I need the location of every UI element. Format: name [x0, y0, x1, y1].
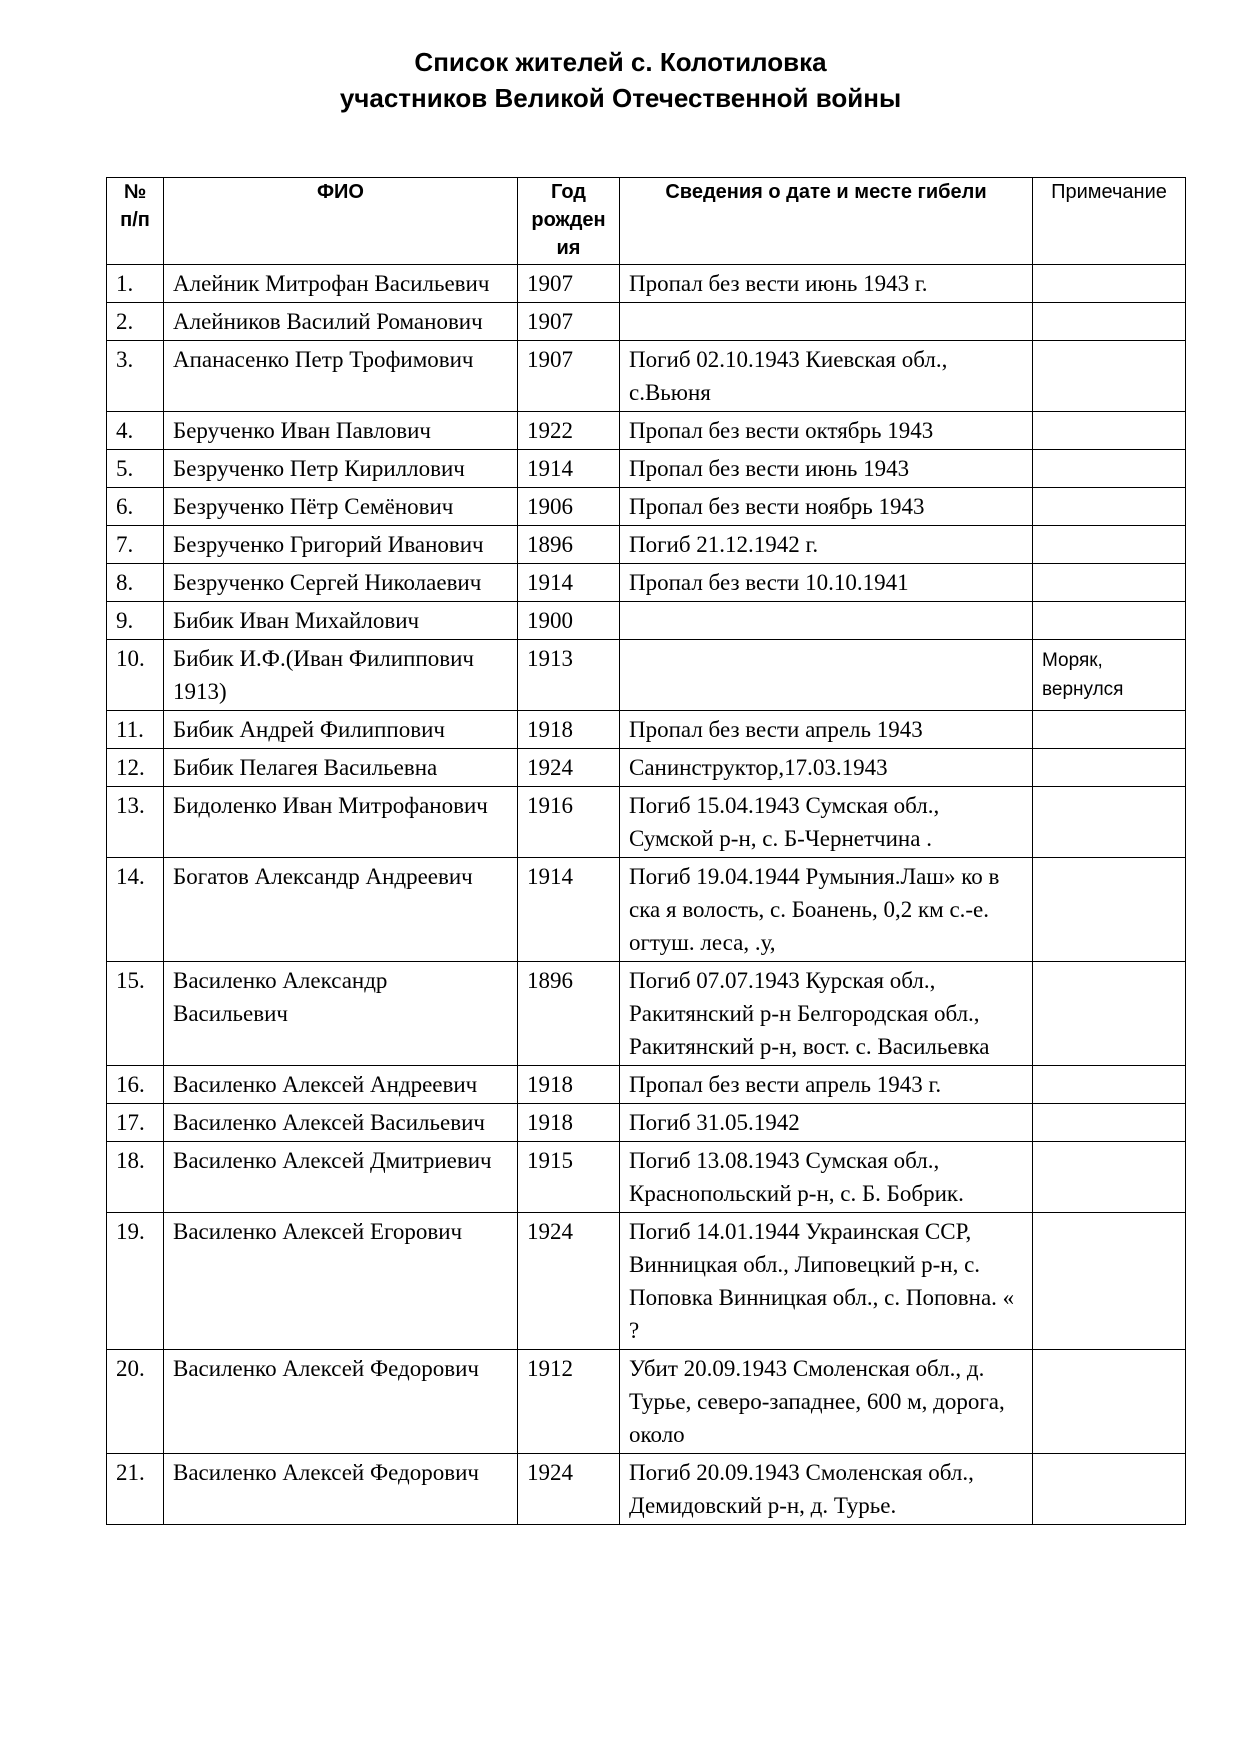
cell-info: Пропал без вести ноябрь 1943	[620, 488, 1033, 526]
cell-note	[1033, 341, 1186, 412]
cell-year: 1918	[518, 711, 620, 749]
cell-name: Василенко Алексей Егорович	[164, 1213, 518, 1350]
cell-name: Безрученко Сергей Николаевич	[164, 564, 518, 602]
cell-name: Алейников Василий Романович	[164, 303, 518, 341]
cell-year: 1914	[518, 858, 620, 962]
cell-num: 11.	[107, 711, 164, 749]
cell-note	[1033, 564, 1186, 602]
cell-year: 1913	[518, 640, 620, 711]
cell-name: Бибик Иван Михайлович	[164, 602, 518, 640]
table-header-row	[107, 178, 1186, 265]
cell-name: Василенко Алексей Васильевич	[164, 1104, 518, 1142]
table-row	[107, 962, 1186, 1066]
cell-year: 1918	[518, 1066, 620, 1104]
title-line-2: участников Великой Отечественной войны	[339, 83, 902, 113]
cell-year: 1914	[518, 564, 620, 602]
cell-year: 1924	[518, 749, 620, 787]
cell-name: Безрученко Пётр Семёнович	[164, 488, 518, 526]
cell-name: Василенко Александр Васильевич	[164, 962, 518, 1066]
cell-info: Погиб 31.05.1942	[620, 1104, 1033, 1142]
cell-info: Погиб 13.08.1943 Сумская обл., Краснопольский р-н, с. Б. Бобрик.	[620, 1142, 1033, 1213]
table-row	[107, 450, 1186, 488]
table-row	[107, 341, 1186, 412]
cell-year: 1922	[518, 412, 620, 450]
cell-note	[1033, 749, 1186, 787]
cell-name: Безрученко Петр Кириллович	[164, 450, 518, 488]
cell-note	[1033, 1104, 1186, 1142]
cell-num: 19.	[107, 1213, 164, 1350]
cell-name: Безрученко Григорий Иванович	[164, 526, 518, 564]
cell-name: Бибик Пелагея Васильевна	[164, 749, 518, 787]
cell-num: 4.	[107, 412, 164, 450]
cell-year: 1896	[518, 526, 620, 564]
cell-name: Богатов Александр Андреевич	[164, 858, 518, 962]
cell-info: Пропал без вести апрель 1943 г.	[620, 1066, 1033, 1104]
cell-year: 1916	[518, 787, 620, 858]
table-row	[107, 602, 1186, 640]
cell-name: Апанасенко Петр Трофимович	[164, 341, 518, 412]
cell-num: 2.	[107, 303, 164, 341]
table-row	[107, 265, 1186, 303]
cell-note	[1033, 1213, 1186, 1350]
cell-num: 16.	[107, 1066, 164, 1104]
cell-year: 1907	[518, 265, 620, 303]
cell-info: Погиб 21.12.1942 г.	[620, 526, 1033, 564]
cell-year: 1896	[518, 962, 620, 1066]
cell-info: Погиб 15.04.1943 Сумская обл., Сумской р-н, с. Б-Чернетчина .	[620, 787, 1033, 858]
cell-num: 9.	[107, 602, 164, 640]
cell-num: 10.	[107, 640, 164, 711]
table-row	[107, 564, 1186, 602]
cell-name: Бибик И.Ф.(Иван Филиппович 1913)	[164, 640, 518, 711]
cell-note: Моряк, вернулся	[1033, 640, 1186, 711]
cell-note	[1033, 303, 1186, 341]
cell-note	[1033, 1142, 1186, 1213]
header-name: ФИО	[164, 178, 518, 265]
cell-info: Пропал без вести июнь 1943 г.	[620, 265, 1033, 303]
cell-name: Берученко Иван Павлович	[164, 412, 518, 450]
table-row	[107, 412, 1186, 450]
cell-num: 6.	[107, 488, 164, 526]
document-title	[0, 44, 1241, 116]
cell-note	[1033, 526, 1186, 564]
cell-year: 1924	[518, 1454, 620, 1525]
cell-info: Пропал без вести июнь 1943	[620, 450, 1033, 488]
table-row	[107, 1454, 1186, 1525]
cell-num: 18.	[107, 1142, 164, 1213]
cell-num: 8.	[107, 564, 164, 602]
cell-info: Погиб 20.09.1943 Смоленская обл., Демидовский р-н, д. Турье.	[620, 1454, 1033, 1525]
cell-name: Алейник Митрофан Васильевич	[164, 265, 518, 303]
participants-table	[106, 177, 1186, 1525]
cell-name: Бидоленко Иван Митрофанович	[164, 787, 518, 858]
cell-info	[620, 640, 1033, 711]
header-year: Год рожден ия	[518, 178, 620, 265]
cell-note	[1033, 1350, 1186, 1454]
cell-year: 1906	[518, 488, 620, 526]
cell-num: 20.	[107, 1350, 164, 1454]
table-row	[107, 303, 1186, 341]
cell-note	[1033, 412, 1186, 450]
cell-num: 13.	[107, 787, 164, 858]
title-line-1: Список жителей с. Колотиловка	[414, 47, 827, 77]
cell-name: Василенко Алексей Федорович	[164, 1350, 518, 1454]
table-row	[107, 1066, 1186, 1104]
header-note: Примечание	[1033, 178, 1186, 265]
cell-name: Бибик Андрей Филиппович	[164, 711, 518, 749]
cell-info: Погиб 19.04.1944 Румыния.Лаш» ко в ска я волость, с. Боанень, 0,2 км с.-е. огтуш. леса, .у,	[620, 858, 1033, 962]
cell-note	[1033, 787, 1186, 858]
table-row	[107, 711, 1186, 749]
cell-num: 17.	[107, 1104, 164, 1142]
cell-note	[1033, 450, 1186, 488]
table-row	[107, 1142, 1186, 1213]
cell-note	[1033, 962, 1186, 1066]
cell-info: Санинструктор,17.03.1943	[620, 749, 1033, 787]
cell-year: 1918	[518, 1104, 620, 1142]
table-row	[107, 488, 1186, 526]
cell-name: Василенко Алексей Андреевич	[164, 1066, 518, 1104]
cell-info: Пропал без вести 10.10.1941	[620, 564, 1033, 602]
cell-year: 1915	[518, 1142, 620, 1213]
cell-note	[1033, 265, 1186, 303]
cell-year: 1900	[518, 602, 620, 640]
cell-info: Пропал без вести апрель 1943	[620, 711, 1033, 749]
cell-note	[1033, 1066, 1186, 1104]
cell-note	[1033, 1454, 1186, 1525]
header-info: Сведения о дате и месте гибели	[620, 178, 1033, 265]
cell-info	[620, 602, 1033, 640]
cell-num: 15.	[107, 962, 164, 1066]
table-row	[107, 1104, 1186, 1142]
cell-num: 21.	[107, 1454, 164, 1525]
cell-info	[620, 303, 1033, 341]
cell-name: Василенко Алексей Федорович	[164, 1454, 518, 1525]
table-row	[107, 640, 1186, 711]
cell-name: Василенко Алексей Дмитриевич	[164, 1142, 518, 1213]
cell-num: 3.	[107, 341, 164, 412]
cell-info: Убит 20.09.1943 Смоленская обл., д. Турье, северо-западнее, 600 м, дорога, около	[620, 1350, 1033, 1454]
table-row	[107, 787, 1186, 858]
cell-num: 12.	[107, 749, 164, 787]
table-body	[107, 265, 1186, 1525]
cell-year: 1924	[518, 1213, 620, 1350]
header-num: № п/п	[107, 178, 164, 265]
cell-num: 7.	[107, 526, 164, 564]
cell-info: Погиб 07.07.1943 Курская обл., Ракитянский р-н Белгородская обл., Ракитянский р-н, вост. с. Васильевка	[620, 962, 1033, 1066]
cell-num: 1.	[107, 265, 164, 303]
cell-info: Пропал без вести октябрь 1943	[620, 412, 1033, 450]
cell-year: 1914	[518, 450, 620, 488]
cell-note	[1033, 711, 1186, 749]
cell-year: 1907	[518, 303, 620, 341]
cell-info: Погиб 14.01.1944 Украинская ССР, Винницкая обл., Липовецкий р-н, с. Поповка Винницкая обл., с. Поповна. « ?	[620, 1213, 1033, 1350]
cell-year: 1912	[518, 1350, 620, 1454]
table-row	[107, 749, 1186, 787]
table-row	[107, 1350, 1186, 1454]
cell-num: 14.	[107, 858, 164, 962]
cell-info: Погиб 02.10.1943 Киевская обл., с.Вьюня	[620, 341, 1033, 412]
cell-note	[1033, 488, 1186, 526]
table-row	[107, 1213, 1186, 1350]
cell-num: 5.	[107, 450, 164, 488]
cell-note	[1033, 602, 1186, 640]
table-row	[107, 526, 1186, 564]
table-row	[107, 858, 1186, 962]
cell-note	[1033, 858, 1186, 962]
cell-year: 1907	[518, 341, 620, 412]
